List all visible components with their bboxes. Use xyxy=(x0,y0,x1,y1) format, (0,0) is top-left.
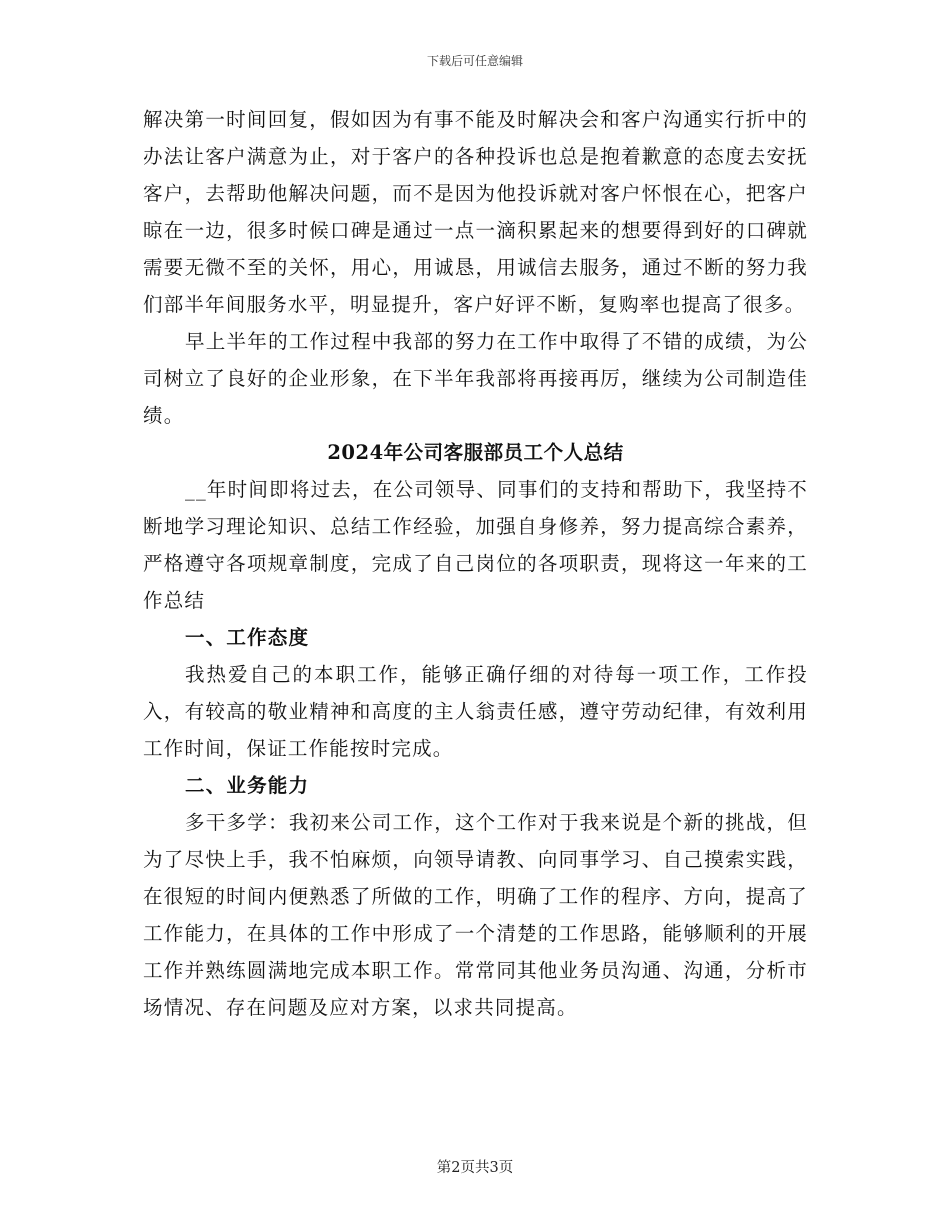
document-body xyxy=(143,101,808,1026)
document-title: 2024年公司客服部员工个人总结 xyxy=(327,441,624,464)
paragraph-attitude: 我热爱自己的本职工作，能够正确仔细的对待每一项工作，工作投入，有较高的敬业精神和高度的主人翁责任感，遵守劳动纪律，有效利用工作时间，保证工作能按时完成。 xyxy=(143,663,808,760)
section-heading-attitude: 一、工作态度 xyxy=(185,626,310,649)
page-number: 第2页共3页 xyxy=(436,1160,514,1176)
paragraph-closing: 早上半年的工作过程中我部的努力在工作中取得了不错的成绩，为公司树立了良好的企业形象，在下半年我部将再接再厉，继续为公司制造佳绩。 xyxy=(143,330,808,427)
paragraph-continuation: 解决第一时间回复，假如因为有事不能及时解决会和客户沟通实行折中的办法让客户满意为止，对于客户的各种投诉也总是抱着歉意的态度去安抚客户，去帮助他解决问题，而不是因为他投诉就对客户怀恨在心，把客户晾在一边，很多时候口碑是通过一点一滴积累起来的想要得到好的口碑就需要无微不至的关怀，用心，用诚恳，用诚信去服务，通过不断的努力我们部半年间服务水平，明显提升，客户好评不断，复购率也提高了很多。 xyxy=(143,108,808,316)
paragraph-ability: 多干多学：我初来公司工作，这个工作对于我来说是个新的挑战，但为了尽快上手，我不怕麻烦，向领导请教、向同事学习、自己摸索实践，在很短的时间内便熟悉了所做的工作，明确了工作的程序、方向，提高了工作能力，在具体的工作中形成了一个清楚的工作思路，能够顺利的开展工作并熟练圆满地完成本职工作。常常同其他业务员沟通、沟通，分析市场情况、存在问题及应对方案，以求共同提高。 xyxy=(143,811,808,1019)
paragraph-intro: __年时间即将过去，在公司领导、同事们的支持和帮助下，我坚持不断地学习理论知识、总结工作经验，加强自身修养，努力提高综合素养，严格遵守各项规章制度，完成了自己岗位的各项职责，现将这一年来的工作总结 xyxy=(143,478,808,612)
page-header: 下载后可任意编辑 xyxy=(426,54,523,68)
section-heading-ability: 二、业务能力 xyxy=(185,774,310,797)
